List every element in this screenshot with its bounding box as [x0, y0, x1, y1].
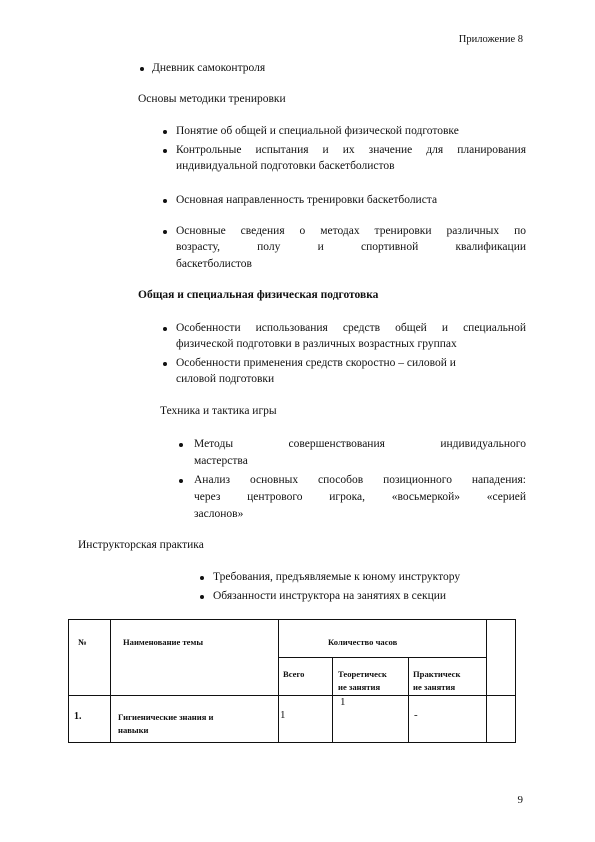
row-topic-cont: навыки	[118, 725, 149, 735]
list-item: Основные сведения о методах тренировки различных по	[176, 225, 526, 237]
row-topic: Гигиенические знания и	[118, 712, 214, 722]
list-item: Особенности использования средств общей и специальной	[176, 322, 526, 334]
list-item-continuation: физической подготовки в различных возрастных группах	[176, 338, 457, 350]
page-number: 9	[517, 794, 523, 806]
row-practice-hours: -	[414, 709, 418, 721]
intro-bullet-text: Дневник самоконтроля	[152, 62, 266, 74]
row-number: 1.	[74, 711, 82, 722]
list-item: Особенности применения средств скоростно – силовой и	[176, 357, 456, 369]
col-header-topic: Наименование темы	[123, 637, 204, 647]
subheader-practice: Практическ	[413, 669, 461, 679]
list-item: Обязанности инструктора на занятиях в секции	[213, 590, 447, 602]
row-total-hours: 1	[280, 709, 286, 721]
bullet-icon	[163, 199, 167, 203]
bullet-icon	[200, 576, 204, 580]
list-item-continuation: возрасту, полу и спортивной квалификации	[176, 241, 526, 253]
list-item: Понятие об общей и специальной физической подготовке	[176, 125, 459, 137]
hours-table	[68, 619, 516, 743]
col-header-number: №	[78, 637, 87, 647]
appendix-label: Приложение 8	[458, 34, 523, 45]
list-item-continuation: мастерства	[194, 455, 248, 467]
list-item-continuation: через центрового игрока, «восьмеркой» «серией	[194, 491, 526, 503]
bullet-icon	[163, 327, 167, 331]
section-heading-technique-tactics: Техника и тактика игры	[160, 405, 277, 417]
subheader-theory: Теоретическ	[338, 669, 387, 679]
bullet-icon	[163, 149, 167, 153]
bullet-icon	[179, 443, 183, 447]
bullet-icon	[163, 230, 167, 234]
bullet-icon	[163, 130, 167, 134]
list-item: Анализ основных способов позиционного нападения:	[194, 474, 526, 486]
list-item-continuation: индивидуальной подготовки баскетболистов	[176, 160, 395, 172]
subheader-total: Всего	[283, 669, 305, 679]
list-item: Требования, предъявляемые к юному инструктору	[213, 571, 461, 583]
list-item: Основная направленность тренировки баскетболиста	[176, 194, 438, 206]
section-heading-methodology: Основы методики тренировки	[138, 93, 286, 105]
list-item: Методы совершенствования индивидуального	[194, 438, 526, 450]
list-item: Контрольные испытания и их значение для планирования	[176, 144, 526, 156]
section-heading-instructor-practice: Инструкторская практика	[78, 539, 204, 551]
section-heading-physical-training: Общая и специальная физическая подготовка	[138, 289, 379, 301]
bullet-icon	[200, 595, 204, 599]
bullet-icon	[179, 479, 183, 483]
subheader-practice-cont: ие занятия	[413, 682, 456, 692]
subheader-theory-cont: ие занятия	[338, 682, 381, 692]
row-theory-hours: 1	[340, 696, 346, 708]
list-item-continuation: заслонов»	[194, 508, 244, 520]
bullet-icon	[163, 362, 167, 366]
list-item-continuation: силовой подготовки	[176, 373, 275, 385]
bullet-icon	[140, 67, 144, 71]
col-header-hours: Количество часов	[328, 637, 398, 647]
list-item-continuation: баскетболистов	[176, 258, 252, 270]
